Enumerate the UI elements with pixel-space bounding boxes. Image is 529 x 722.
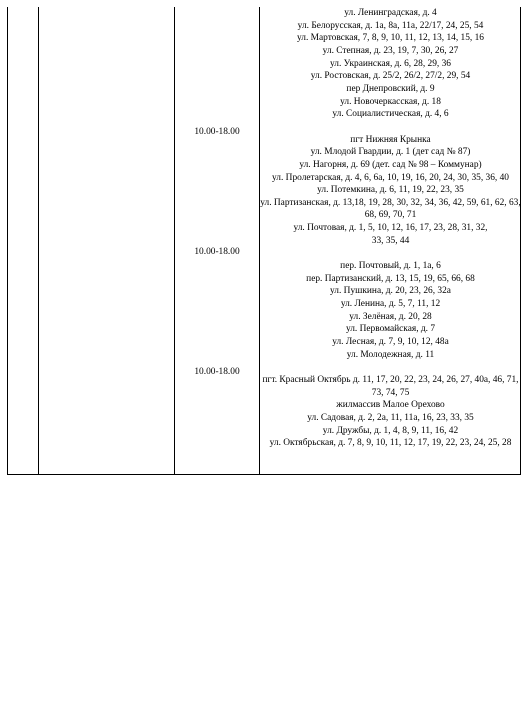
column-divider	[174, 7, 175, 474]
settlement-heading: пгт Нижняя Крынка	[350, 134, 431, 145]
time-cell: 10.00-18.00	[194, 247, 240, 257]
time-cell: 10.00-18.00	[194, 367, 240, 377]
address-line: ул. Лесная, д. 7, 9, 10, 12, 48а	[332, 337, 449, 348]
address-line: ул. Нагорня, д. 69 (дет. сад № 98 – Коммунар)	[299, 159, 482, 170]
address-line: ул. Социалистическая, д. 4, 6	[332, 109, 449, 120]
address-line: ул. Партизанская, д. 13,18, 19, 28, 30, 32, 34, 36, 42, 59, 61, 62, 63, 68, 69, 70, 71	[260, 197, 521, 221]
address-line: ул. Новочеркасская, д. 18	[340, 96, 441, 107]
address-line: ул. Пушкина, д. 20, 23, 26, 32а	[330, 286, 451, 297]
address-line: ул. Зелёная, д. 20, 28	[349, 311, 432, 322]
address-line: ул. Ростовская, д. 25/2, 26/2, 27/2, 29, 54	[310, 71, 471, 82]
address-line: ул. Ленинградская, д. 4	[344, 8, 437, 18]
address-line: ул. Пролетарская, д. 4, 6, 6а, 10, 19, 16, 20, 24, 30, 35, 36, 40	[272, 172, 509, 183]
address-line: ул. Первомайская, д. 7	[345, 324, 436, 335]
address-line: ул. Млодой Гвардии, д. 1 (дет сад № 87)	[310, 147, 471, 158]
address-line: ул. Мартовская, 7, 8, 9, 10, 11, 12, 13, 14, 15, 16	[297, 33, 484, 44]
settlement-heading: пгт. Красный Октябрь д. 11, 17, 20, 22, 23, 24, 26, 27, 40а, 46, 71, 73, 74, 75	[262, 374, 519, 398]
column-divider	[38, 7, 39, 474]
address-line: ул. Октябрьская, д. 7, 8, 9, 10, 11, 12, 17, 19, 22, 23, 24, 25, 28	[269, 438, 512, 449]
address-line: ул. Садовая, д. 2, 2а, 11, 11а, 16, 23, 33, 35	[307, 412, 474, 423]
address-line: ул. Молодежная, д. 11	[346, 349, 435, 360]
address-line: ул. Почтовая, д. 1, 5, 10, 12, 16, 17, 23, 28, 31, 32, 33, 35, 44	[293, 223, 488, 246]
time-cell: 10.00-18.00	[194, 127, 240, 137]
address-line: ул. Дружбы, д. 1, 4, 8, 9, 11, 16, 42	[322, 425, 459, 436]
address-line: жилмассив Малое Орехово	[336, 400, 445, 411]
spacer	[260, 361, 521, 374]
address-line: ул. Степная, д. 23, 19, 7, 30, 26, 27	[322, 45, 459, 56]
address-column	[260, 7, 521, 450]
address-line: пер Днепровский, д. 9	[346, 83, 435, 94]
address-line: пер. Партизанский, д. 13, 15, 19, 65, 66, 68	[306, 273, 475, 284]
spacer	[260, 121, 521, 134]
address-line: ул. Украинская, д. 6, 28, 29, 36	[330, 58, 451, 69]
address-line: ул. Ленина, д. 5, 7, 11, 12	[340, 299, 441, 310]
schedule-table	[7, 7, 521, 475]
address-line: ул. Белорусская, д. 1а, 8а, 11а, 22/17, 24, 25, 54	[297, 20, 484, 31]
address-line: пер. Почтовый, д. 1, 1а, 6	[340, 261, 441, 272]
spacer	[260, 247, 521, 260]
address-line: ул. Потемкина, д. 6, 11, 19, 22, 23, 35	[317, 185, 464, 196]
